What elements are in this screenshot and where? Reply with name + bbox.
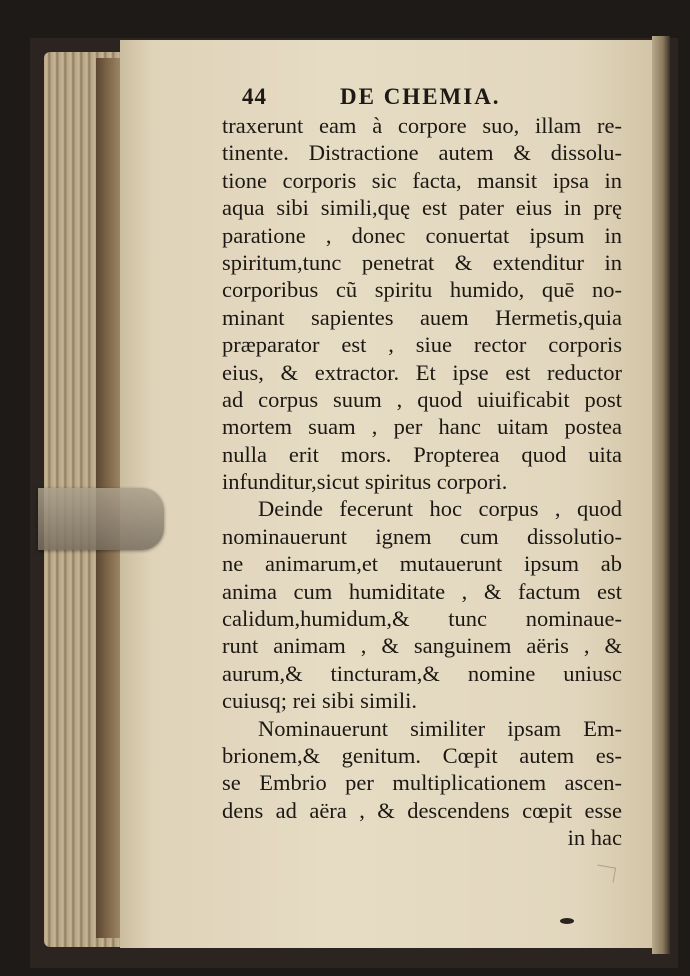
text-line: nulla erit mors. Propterea quod uita [222, 441, 622, 467]
text-line: aqua sibi simili,quę est pater eius in prę [222, 195, 622, 221]
text-line: brionem,& genitum. Cœpit autem es- [222, 742, 622, 768]
running-title: DE CHEMIA. [340, 84, 501, 109]
text-line: infunditur,sicut spiritus corpori. [222, 469, 508, 495]
text-line: tione corporis sic facta, mansit ipsa in [222, 167, 622, 193]
text-line: spiritum,tunc penetrat & extenditur in [222, 249, 622, 275]
text-line: Nominauerunt similiter ipsam Em- [258, 715, 622, 741]
text-line: cuiusq; rei sibi simili. [222, 688, 417, 714]
text-line: minant sapientes auem Hermetis,quia [222, 304, 622, 330]
text-line: paratione , donec conuertat ipsum in [222, 222, 622, 248]
text-line: calidum,humidum,& tunc nominaue- [222, 606, 622, 632]
text-line: nominauerunt ignem cum dissolutio- [222, 523, 622, 549]
text-line: tinente. Distractione autem & dissolu- [222, 140, 622, 166]
text-line: præparator est , siue rector corporis [222, 332, 622, 358]
text-line: corporibus cũ spiritu humido, quē no- [222, 277, 622, 303]
text-line: mortem suam , per hanc uitam postea [222, 414, 622, 440]
text-line: traxerunt eam à corpore suo, illam re- [222, 113, 622, 138]
text-line: eius, & extractor. Et ipse est reductor [222, 359, 622, 385]
pencil-mark [595, 864, 616, 882]
text-line: runt animam , & sanguinem aëris , & [222, 633, 622, 659]
text-line: ad corpus suum , quod uiuificabit post [222, 386, 622, 412]
right-page-edge [652, 36, 670, 954]
ink-blot [560, 918, 574, 924]
text-line: ne animarum,et mutauerunt ipsum ab [222, 551, 622, 577]
text-line: Deinde fecerunt hoc corpus , quod [258, 496, 622, 522]
catchword: in hac [567, 825, 622, 851]
text-line: dens ad aëra , & descendens cœpit esse [222, 797, 622, 823]
body-text [222, 112, 622, 852]
text-line: aurum,& tincturam,& nomine uniusc [222, 660, 622, 686]
text-line: se Embrio per multiplicationem ascen- [222, 770, 622, 796]
text-line: anima cum humiditate , & factum est [222, 578, 622, 604]
page-tab [38, 488, 164, 550]
page-number: 44 [242, 84, 267, 109]
